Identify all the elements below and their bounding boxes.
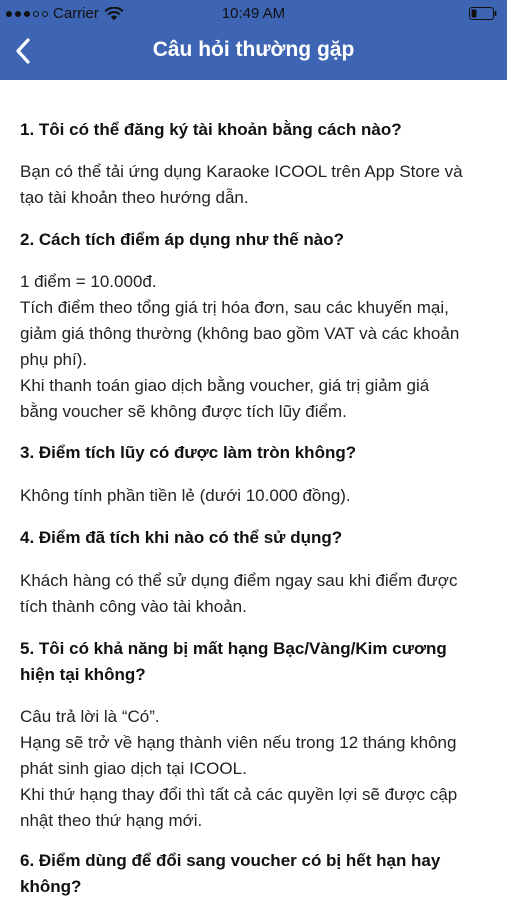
faq-answer-text: tạo tài khoản theo hướng dẫn. [20,188,249,207]
faq-answer-text: Câu trả lời là “Có”. [20,707,160,726]
status-bar [0,0,507,28]
faq-answer-text: Hạng sẽ trở về hạng thành viên nếu trong 12 tháng không [20,733,457,752]
faq-answer-text: Bạn có thể tải ứng dụng Karaoke ICOOL trên App Store và [20,162,463,181]
status-time: 10:49 AM [221,5,286,22]
faq-answer-text: Khi thứ hạng thay đổi thì tất cả các quyền lợi sẽ được cập [20,785,458,804]
faq-question-3 [20,440,485,466]
navigation-header [0,0,507,80]
faq-question-text: hiện tại không? [20,665,146,684]
faq-answer-text: giảm giá thông thường (không bao gồm VAT và các khoản [20,324,460,343]
faq-question-text: không? [20,877,82,896]
faq-answer-text: nhật theo thứ hạng mới. [20,811,203,830]
page-title: Câu hỏi thường gặp [152,38,355,61]
faq-answer-text: phát sinh giao dịch tại ICOOL. [20,759,247,778]
faq-answer-2 [20,269,490,425]
faq-answer-text: phụ phí). [20,350,88,369]
faq-answer-text: Khi thanh toán giao dịch bằng voucher, giá trị giảm giá [20,376,430,395]
faq-question-text: 3. Điểm tích lũy có được làm tròn không? [20,443,357,462]
faq-question-text: 6. Điểm dùng để đổi sang voucher có bị hết hạn hay [20,851,441,870]
faq-question-text: 4. Điểm đã tích khi nào có thể sử dụng? [20,528,343,547]
faq-answer-4 [20,568,490,620]
faq-answer-text: Tích điểm theo tổng giá trị hóa đơn, sau các khuyến mại, [20,298,449,317]
faq-answer-text: Khách hàng có thể sử dụng điểm ngay sau khi điểm được [20,571,458,590]
faq-answer-text: bằng voucher sẽ không được tích lũy điểm. [20,402,347,421]
faq-question-text: 1. Tôi có thể đăng ký tài khoản bằng cách nào? [20,120,402,139]
faq-answer-5 [20,704,490,834]
faq-question-4 [20,525,485,551]
faq-question-6 [20,848,485,900]
battery-icon [469,7,497,20]
faq-content[interactable] [0,80,507,900]
faq-answer-text: 1 điểm = 10.000đ. [20,272,157,291]
faq-question-text: 2. Cách tích điểm áp dụng như thế nào? [20,230,344,249]
faq-question-5 [20,636,485,688]
faq-answer-text: tích thành công vào tài khoản. [20,597,247,616]
faq-answer-3 [20,483,490,509]
faq-answer-1 [20,159,490,211]
faq-answer-text: Không tính phần tiền lẻ (dưới 10.000 đồng). [20,486,351,505]
faq-question-text: 5. Tôi có khả năng bị mất hạng Bạc/Vàng/Kim cương [20,639,447,658]
carrier-label: Carrier [53,5,99,22]
faq-question-2 [20,227,485,253]
faq-question-1 [20,117,485,143]
